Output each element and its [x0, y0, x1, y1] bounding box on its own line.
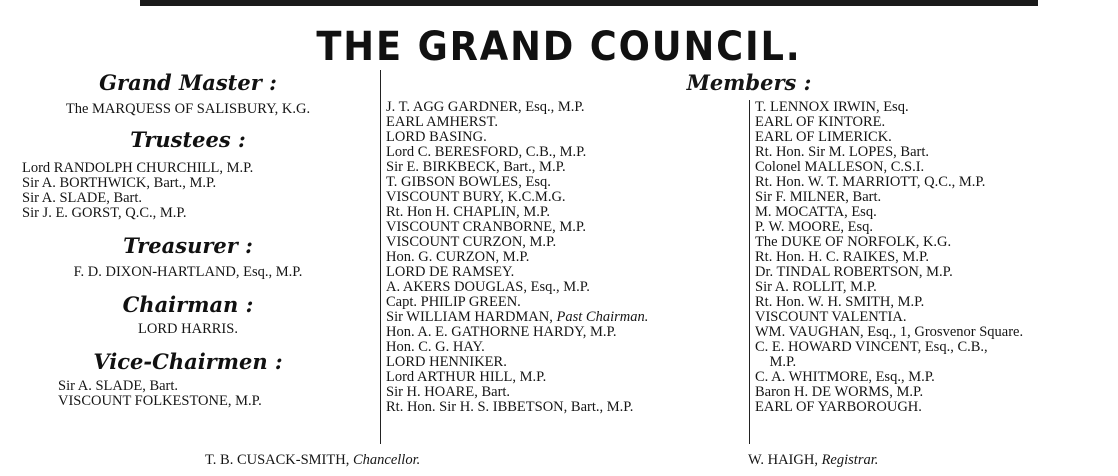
- officers-column: [0, 70, 376, 409]
- member-name: Rt. Hon. Sir H. S. IBBETSON, Bart., M.P.: [386, 399, 634, 415]
- vice-chairman-name: Sir A. SLADE, Bart.: [58, 378, 179, 394]
- member-name: EARL AMHERST.: [386, 114, 498, 130]
- member-name: Baron H. DE WORMS, M.P.: [755, 384, 924, 400]
- vice-chairmen-section: [0, 349, 376, 409]
- member-name: Capt. PHILIP GREEN.: [386, 294, 521, 310]
- member-name: Hon. G. CURZON, M.P.: [386, 249, 530, 265]
- member-name: Sir A. ROLLIT, M.P.: [755, 279, 877, 295]
- grand-master-section: [0, 70, 376, 117]
- member-name: Hon. A. E. GATHORNE HARDY, M.P.: [386, 324, 617, 340]
- column-divider: [380, 70, 381, 444]
- grand-master-heading: Grand Master :: [99, 70, 277, 95]
- member-name-hardman: [386, 310, 746, 325]
- member-name: M. MOCATTA, Esq.: [755, 204, 877, 220]
- member-name: C. A. WHITMORE, Esq., M.P.: [755, 369, 935, 385]
- member-name: A. AKERS DOUGLAS, Esq., M.P.: [386, 279, 590, 295]
- member-name: Rt. Hon. W. H. SMITH, M.P.: [755, 294, 925, 310]
- member-name: Dr. TINDAL ROBERTSON, M.P.: [755, 264, 953, 280]
- member-name-continuation: M.P.: [755, 354, 797, 370]
- members-column-1: [386, 100, 746, 415]
- member-name: Rt. Hon. W. T. MARRIOTT, Q.C., M.P.: [755, 174, 986, 190]
- chairman-name: LORD HARRIS.: [138, 321, 238, 337]
- chairman-heading: Chairman :: [122, 292, 254, 317]
- trustee-name: Sir A. SLADE, Bart.: [22, 190, 143, 206]
- members-heading: Members :: [686, 70, 812, 95]
- member-name: WM. VAUGHAN, Esq., 1, Grosvenor Square.: [755, 324, 1024, 340]
- member-name: VISCOUNT CRANBORNE, M.P.: [386, 219, 586, 235]
- trustees-section: [0, 127, 376, 221]
- registrar-line: [748, 452, 878, 468]
- member-name: T. GIBSON BOWLES, Esq.: [386, 174, 551, 190]
- member-name: LORD DE RAMSEY.: [386, 264, 515, 280]
- member-name: Sir H. HOARE, Bart.: [386, 384, 511, 400]
- trustee-name: Lord RANDOLPH CHURCHILL, M.P.: [22, 160, 254, 176]
- column-divider: [749, 100, 750, 444]
- member-name: Rt. Hon H. CHAPLIN, M.P.: [386, 204, 550, 220]
- registrar-role: Registrar.: [821, 452, 879, 468]
- top-rule: [140, 0, 1038, 6]
- member-name: Rt. Hon. H. C. RAIKES, M.P.: [755, 249, 930, 265]
- trustees-heading: Trustees :: [130, 127, 246, 152]
- member-name: Lord C. BERESFORD, C.B., M.P.: [386, 144, 587, 160]
- treasurer-section: [0, 233, 376, 280]
- member-name: P. W. MOORE, Esq.: [755, 219, 874, 235]
- trustee-name: Sir J. E. GORST, Q.C., M.P.: [22, 205, 187, 221]
- member-name: Hon. C. G. HAY.: [386, 339, 485, 355]
- member-name: Sir F. MILNER, Bart.: [755, 189, 882, 205]
- member-name: VISCOUNT CURZON, M.P.: [386, 234, 557, 250]
- member-name: Sir WILLIAM HARDMAN,: [386, 309, 553, 325]
- members-column-2: [755, 100, 1118, 415]
- page-title: THE GRAND COUNCIL.: [316, 24, 802, 70]
- member-name: Sir E. BIRKBECK, Bart., M.P.: [386, 159, 566, 175]
- member-name: Rt. Hon. Sir M. LOPES, Bart.: [755, 144, 930, 160]
- member-name: J. T. AGG GARDNER, Esq., M.P.: [386, 99, 585, 115]
- member-name: Lord ARTHUR HILL, M.P.: [386, 369, 547, 385]
- treasurer-heading: Treasurer :: [123, 233, 253, 258]
- member-name: C. E. HOWARD VINCENT, Esq., C.B.,: [755, 339, 988, 355]
- chancellor-line: [205, 452, 420, 468]
- vice-chairmen-heading: Vice-Chairmen :: [93, 349, 283, 374]
- member-name: Colonel MALLESON, C.S.I.: [755, 159, 925, 175]
- member-name: The DUKE OF NORFOLK, K.G.: [755, 234, 952, 250]
- chancellor-name: T. B. CUSACK-SMITH,: [205, 452, 350, 468]
- chairman-section: [0, 292, 376, 337]
- treasurer-name: F. D. DIXON-HARTLAND, Esq., M.P.: [73, 264, 303, 280]
- member-name: EARL OF LIMERICK.: [755, 129, 892, 145]
- past-chairman-note: Past Chairman.: [556, 309, 649, 325]
- member-name: EARL OF YARBOROUGH.: [755, 399, 922, 415]
- grand-master-name: The MARQUESS OF SALISBURY, K.G.: [65, 101, 311, 117]
- member-name: VISCOUNT BURY, K.C.M.G.: [386, 189, 566, 205]
- member-name: LORD BASING.: [386, 129, 487, 145]
- member-name: EARL OF KINTORE.: [755, 114, 886, 130]
- member-name: LORD HENNIKER.: [386, 354, 507, 370]
- member-name: VISCOUNT VALENTIA.: [755, 309, 907, 325]
- trustee-name: Sir A. BORTHWICK, Bart., M.P.: [22, 175, 217, 191]
- vice-chairman-name: VISCOUNT FOLKESTONE, M.P.: [58, 393, 262, 409]
- registrar-name: W. HAIGH,: [748, 452, 818, 468]
- member-name: T. LENNOX IRWIN, Esq.: [755, 99, 909, 115]
- chancellor-role: Chancellor.: [352, 452, 421, 468]
